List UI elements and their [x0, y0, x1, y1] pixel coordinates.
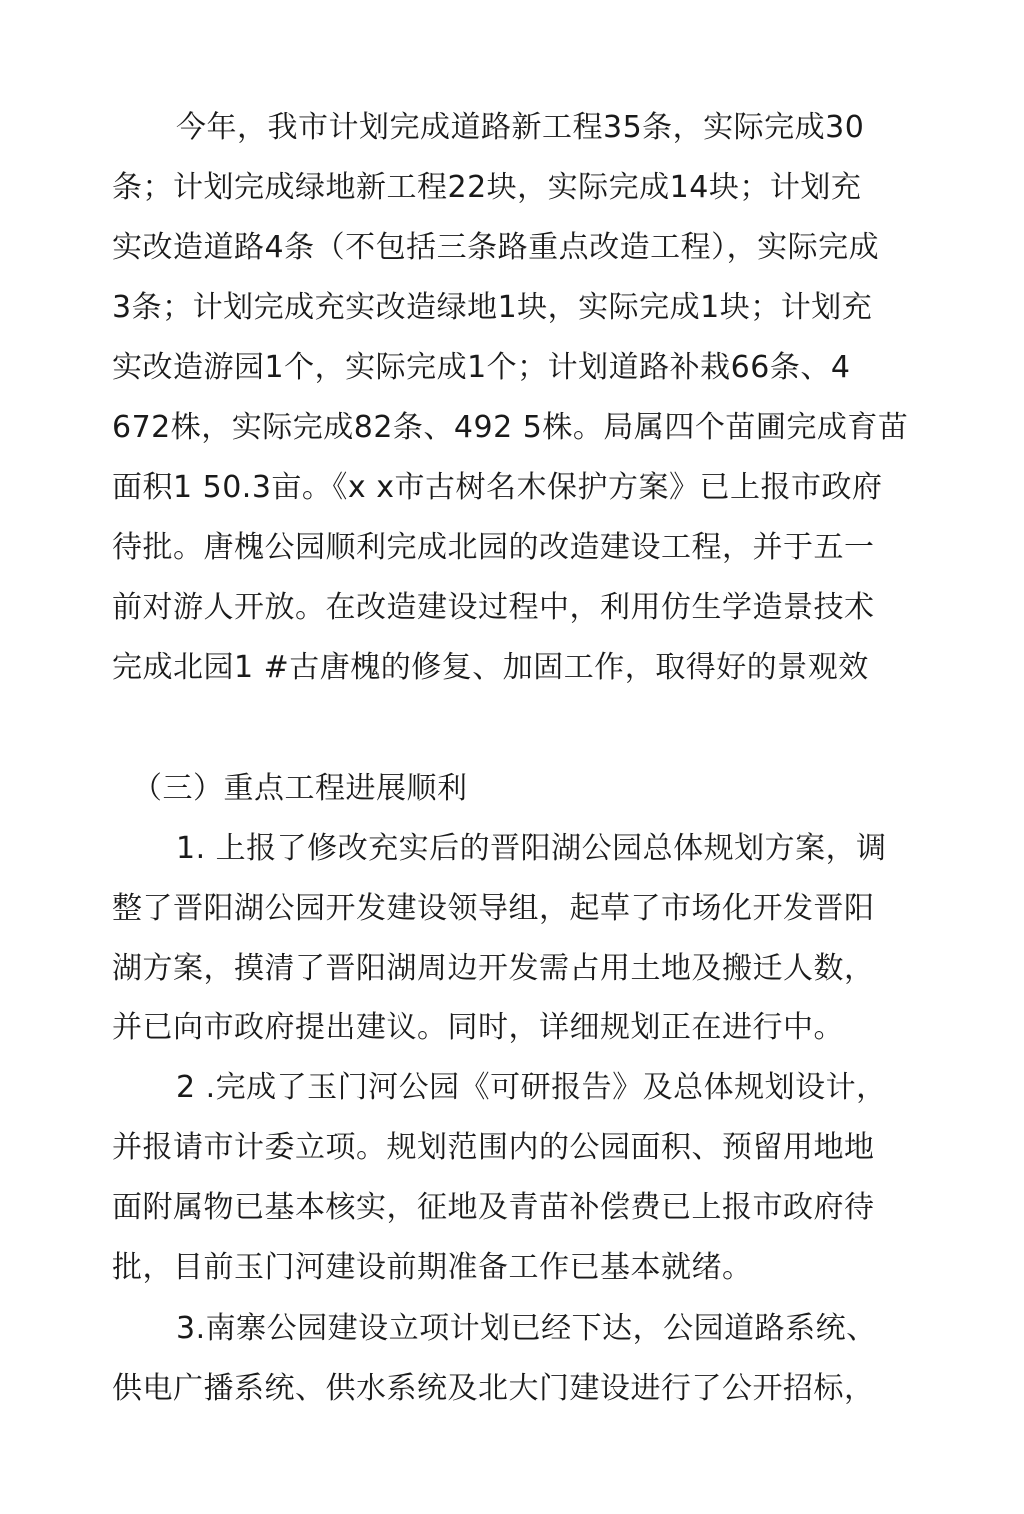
text-line: 1. 上报了修改充实后的晋阳湖公园总体规划方案，调 — [176, 831, 887, 866]
text-line: 3条；计划完成充实改造绿地1块，实际完成1块；计划充 — [112, 290, 873, 325]
text-line: 条；计划完成绿地新工程22块，实际完成14块；计划充 — [112, 170, 862, 205]
text-line: 并已向市政府提出建议。同时，详细规划正在进行中。 — [112, 1010, 844, 1045]
text-line: 前对游人开放。在改造建设过程中，利用仿生学造景技术 — [112, 590, 875, 625]
text-line: 整了晋阳湖公园开发建设领导组，起草了市场化开发晋阳 — [112, 891, 875, 926]
text-line: 完成北园1 #古唐槐的修复、加固工作，取得好的景观效 — [112, 650, 869, 685]
text-line: 面附属物已基本核实，征地及青苗补偿费已上报市政府待 — [112, 1190, 875, 1225]
text-line: 批，目前玉门河建设前期准备工作已基本就绪。 — [112, 1250, 753, 1285]
text-line: 今年，我市计划完成道路新工程35条，实际完成30 — [176, 110, 865, 145]
text-line: 湖方案，摸清了晋阳湖周边开发需占用土地及搬迁人数， — [112, 951, 875, 986]
text-line: 实改造游园1个，实际完成1个；计划道路补栽66条、4 — [112, 350, 851, 385]
text-line: 并报请市计委立项。规划范围内的公园面积、预留用地地 — [112, 1130, 875, 1165]
text-line: 待批。唐槐公园顺利完成北园的改造建设工程，并于五一 — [112, 530, 875, 565]
text-line: 供电广播系统、供水系统及北大门建设进行了公开招标， — [112, 1371, 875, 1406]
section-heading: （三）重点工程进展顺利 — [132, 771, 468, 806]
text-line: 面积1 50.3亩。《x x市古树名木保护方案》已上报市政府 — [112, 470, 883, 505]
text-line: 实改造道路4条（不包括三条路重点改造工程），实际完成 — [112, 230, 880, 265]
text-line: 2 .完成了玉门河公园《可研报告》及总体规划设计， — [176, 1070, 887, 1105]
text-line: 3.南寨公园建设立项计划已经下达，公园道路系统、 — [176, 1311, 877, 1346]
text-line: 672株，实际完成82条、492 5株。局属四个苗圃完成育苗 — [112, 410, 909, 445]
